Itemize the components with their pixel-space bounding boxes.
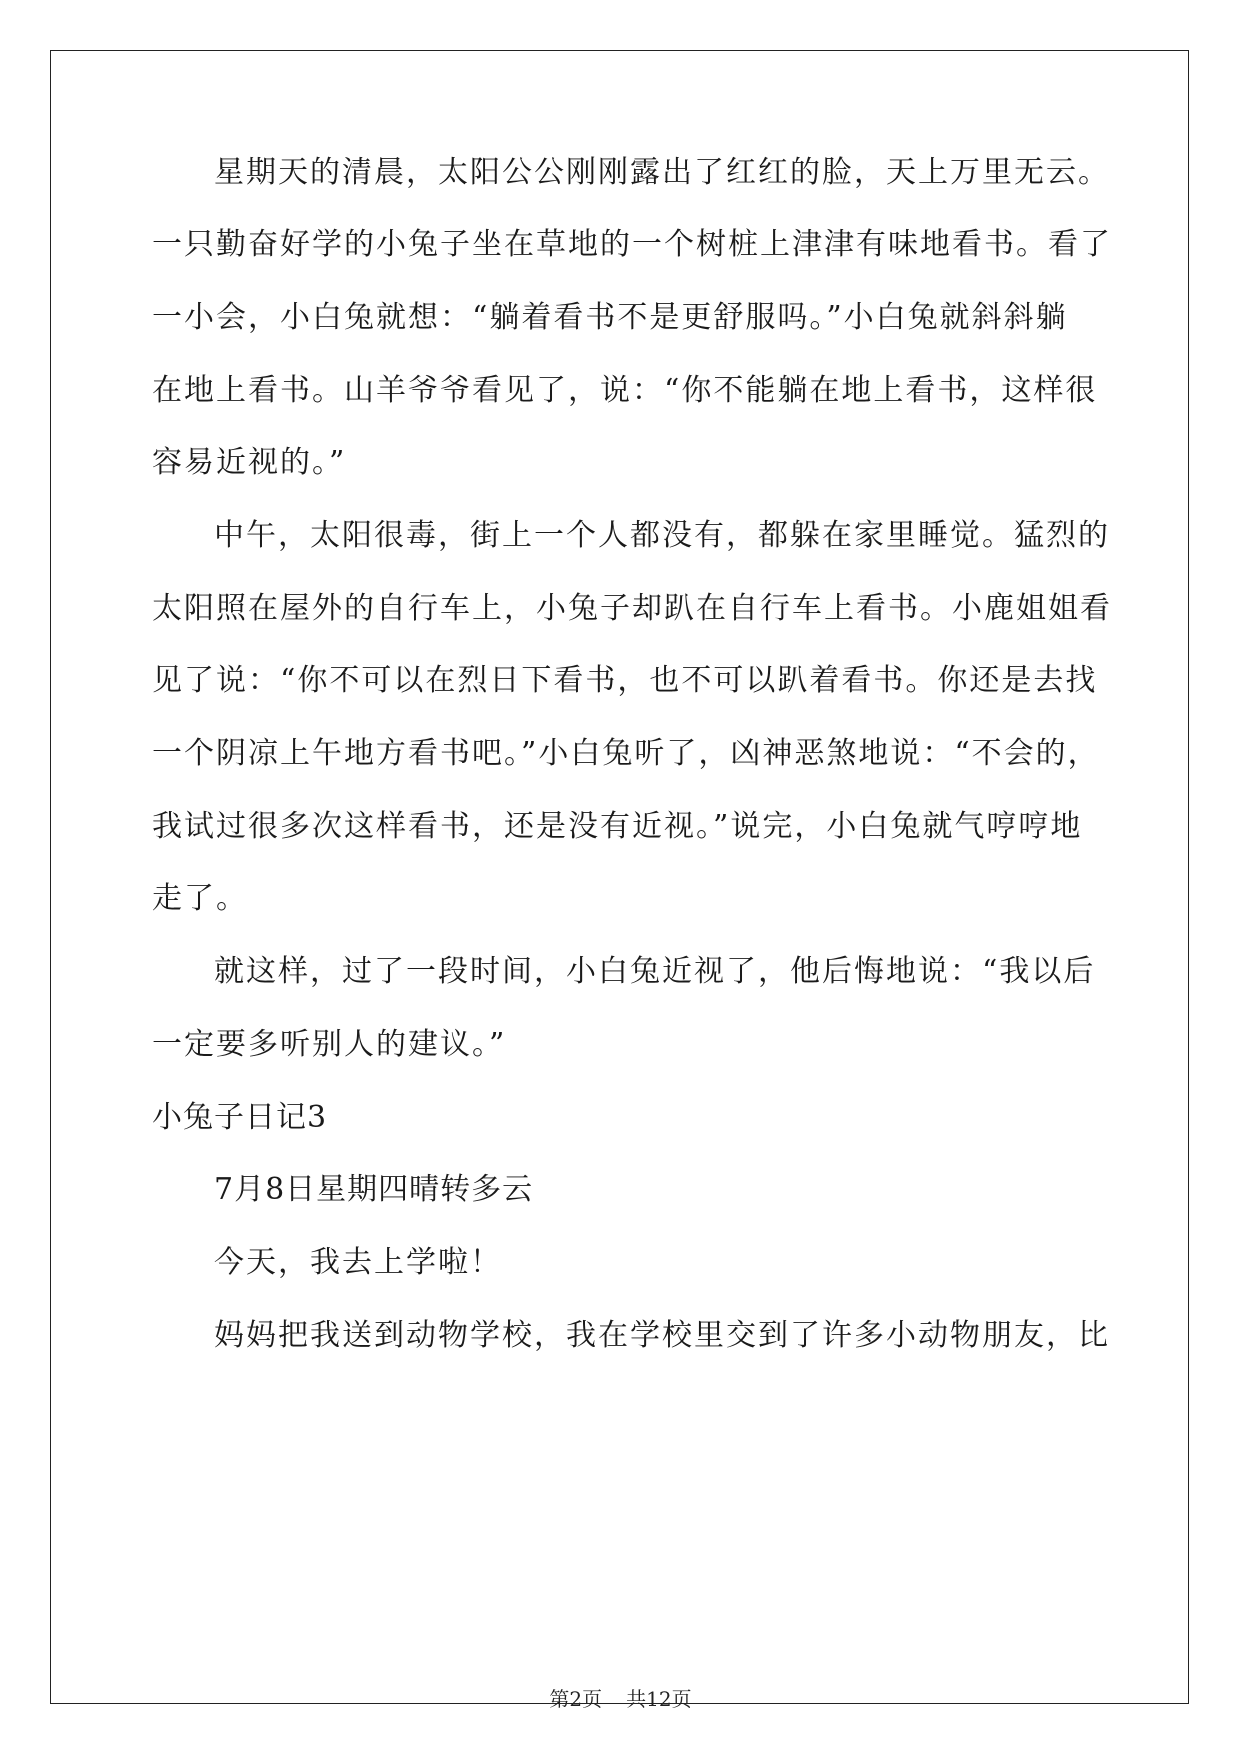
diary-paragraph-today: 今天，我去上学啦！ bbox=[214, 1245, 502, 1280]
paragraph-2-line-6: 走了。 bbox=[152, 881, 248, 916]
paragraph-2-line-1: 中午，太阳很毒，街上一个人都没有，都躲在家里睡觉。猛烈的 bbox=[214, 518, 1110, 553]
page-number-current: 第2页 bbox=[549, 1687, 603, 1711]
paragraph-1-line-2: 一只勤奋好学的小兔子坐在草地的一个树桩上津津有味地看书。看了 bbox=[152, 227, 1112, 262]
section-title: 小兔子日记3 bbox=[152, 1100, 328, 1135]
paragraph-3-line-1: 就这样，过了一段时间，小白兔近视了，他后悔地说：“我以后 bbox=[214, 954, 1096, 989]
diary-paragraph-school: 妈妈把我送到动物学校，我在学校里交到了许多小动物朋友，比 bbox=[214, 1318, 1110, 1353]
paragraph-1-line-3: 一小会，小白兔就想：“躺着看书不是更舒服吗。”小白兔就斜斜躺 bbox=[152, 300, 1068, 335]
paragraph-2-line-2: 太阳照在屋外的自行车上，小兔子却趴在自行车上看书。小鹿姐姐看 bbox=[152, 591, 1112, 626]
paragraph-1-line-1: 星期天的清晨，太阳公公刚刚露出了红红的脸，天上万里无云。 bbox=[214, 155, 1110, 190]
page-number-total: 共12页 bbox=[626, 1687, 692, 1711]
paragraph-2-line-3: 见了说：“你不可以在烈日下看书，也不可以趴着看书。你还是去找 bbox=[152, 663, 1098, 698]
page-footer bbox=[0, 1687, 1241, 1711]
paragraph-2-line-4: 一个阴凉上午地方看书吧。”小白兔听了，凶神恶煞地说：“不会的， bbox=[152, 736, 1100, 771]
paragraph-1-line-5: 容易近视的。” bbox=[152, 445, 347, 480]
paragraph-1-line-4: 在地上看书。山羊爷爷看见了，说：“你不能躺在地上看书，这样很 bbox=[152, 373, 1098, 408]
diary-date-line: 7月8日星期四晴转多云 bbox=[214, 1172, 534, 1207]
paragraph-3-line-2: 一定要多听别人的建议。” bbox=[152, 1027, 507, 1062]
paragraph-2-line-5: 我试过很多次这样看书，还是没有近视。”说完，小白兔就气哼哼地 bbox=[152, 809, 1083, 844]
